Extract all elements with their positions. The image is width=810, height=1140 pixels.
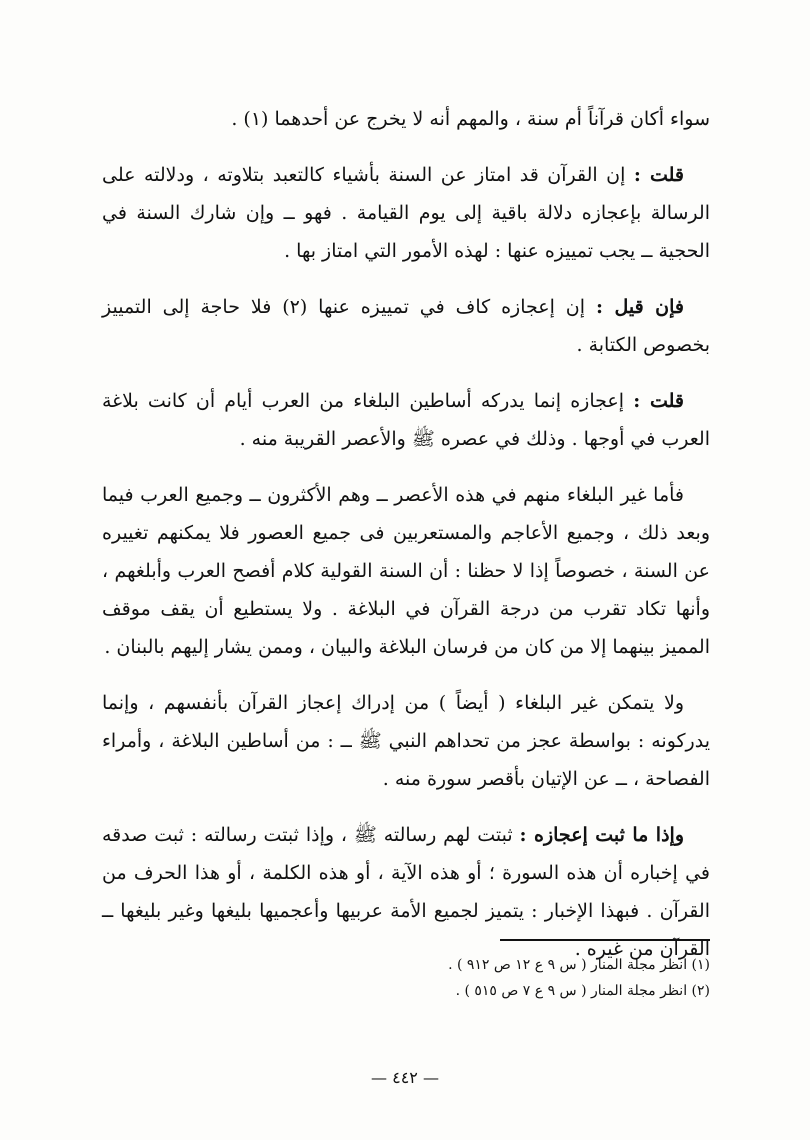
footnote-1: (١) انظر مجلة المنار ( س ٩ ع ١٢ ص ٩١٢ ) . [448,957,710,973]
paragraph-7 [102,816,710,968]
paragraph-6 [102,684,710,798]
paragraph-text: ولا يتمكن غير البلغاء ( أيضاً ) من إدراك إعجاز القرآن بأنفسهم ، وإنما يدركونه : بواسطة عجز من تحداهم النبي ﷺ ــ : من أساطين البلاغة ، وأمراء الفصاحة ، ــ عن الإتيان بأقصر سورة منه . [102,692,710,790]
paragraph-text: سواء أكان قرآناً أم سنة ، والمهم أنه لا يخرج عن أحدهما (١) . [231,108,710,130]
paragraph-5 [102,476,710,666]
paragraph-lead: فإن قيل : [595,296,684,318]
paragraph-text: إعجازه إنما يدركه أساطين البلغاء من العرب أيام أن كانت بلاغة العرب في أوجها . وذلك في عصره ﷺ والأعصر القريبة منه . [102,390,710,450]
footnotes [102,952,710,1004]
paragraph-4 [102,382,710,458]
paragraph-2 [102,156,710,270]
page-number: — ٤٤٢ — [371,1068,439,1087]
paragraph-text: إن القرآن قد امتاز عن السنة بأشياء كالتعبد بتلاوته ، ودلالته على الرسالة بإعجازه دلالة باقية إلى يوم القيامة . فهو ــ وإن شارك السنة في الحجية ــ يجب تمييزه عنها : لهذه الأمور التي امتاز بها . [102,164,710,262]
paragraph-lead: قلت : [633,390,684,412]
paragraph-text: إن إعجازه كاف في تمييزه عنها (٢) فلا حاجة إلى التمييز بخصوص الكتابة . [102,296,710,356]
paragraph-text: ثبتت لهم رسالته ﷺ ، وإذا ثبتت رسالته : ثبت صدقه في إخباره أن هذه السورة ؛ أو هذه الآية ، أو هذه الكلمة ، أو هذا الحرف من القرآن . فبهذا الإخبار : يتميز لجميع الأمة عربيها وأعجميها بليغها وغير بليغها ــ القرآن من غيره . [102,824,710,960]
paragraph-3 [102,288,710,364]
paragraph-lead: قلت : [633,164,684,186]
paragraph-text: فأما غير البلغاء منهم في هذه الأعصر ــ وهم الأكثرون ــ وجميع العرب فيما وبعد ذلك ، وجميع الأعاجم والمستعربين فى جميع العصور فلا يمكنهم تغييره عن السنة ، خصوصاً إذا لا حظنا : أن السنة القولية كلام أفصح العرب وأبلغهم ، وأنها تكاد تقرب من درجة القرآن في البلاغة . ولا يستطيع أن يقف موقف المميز بينهما إلا من كان من فرسان البلاغة والبيان ، وممن يشار إليهم بالبنان . [102,484,710,658]
body-text [102,100,710,986]
paragraph-1 [102,100,710,138]
footnote-divider [500,939,710,941]
footnote-2: (٢) انظر مجلة المنار ( س ٩ ع ٧ ص ٥١٥ ) . [455,983,710,999]
paragraph-lead: وإذا ما ثبت إعجازه : [519,824,684,846]
